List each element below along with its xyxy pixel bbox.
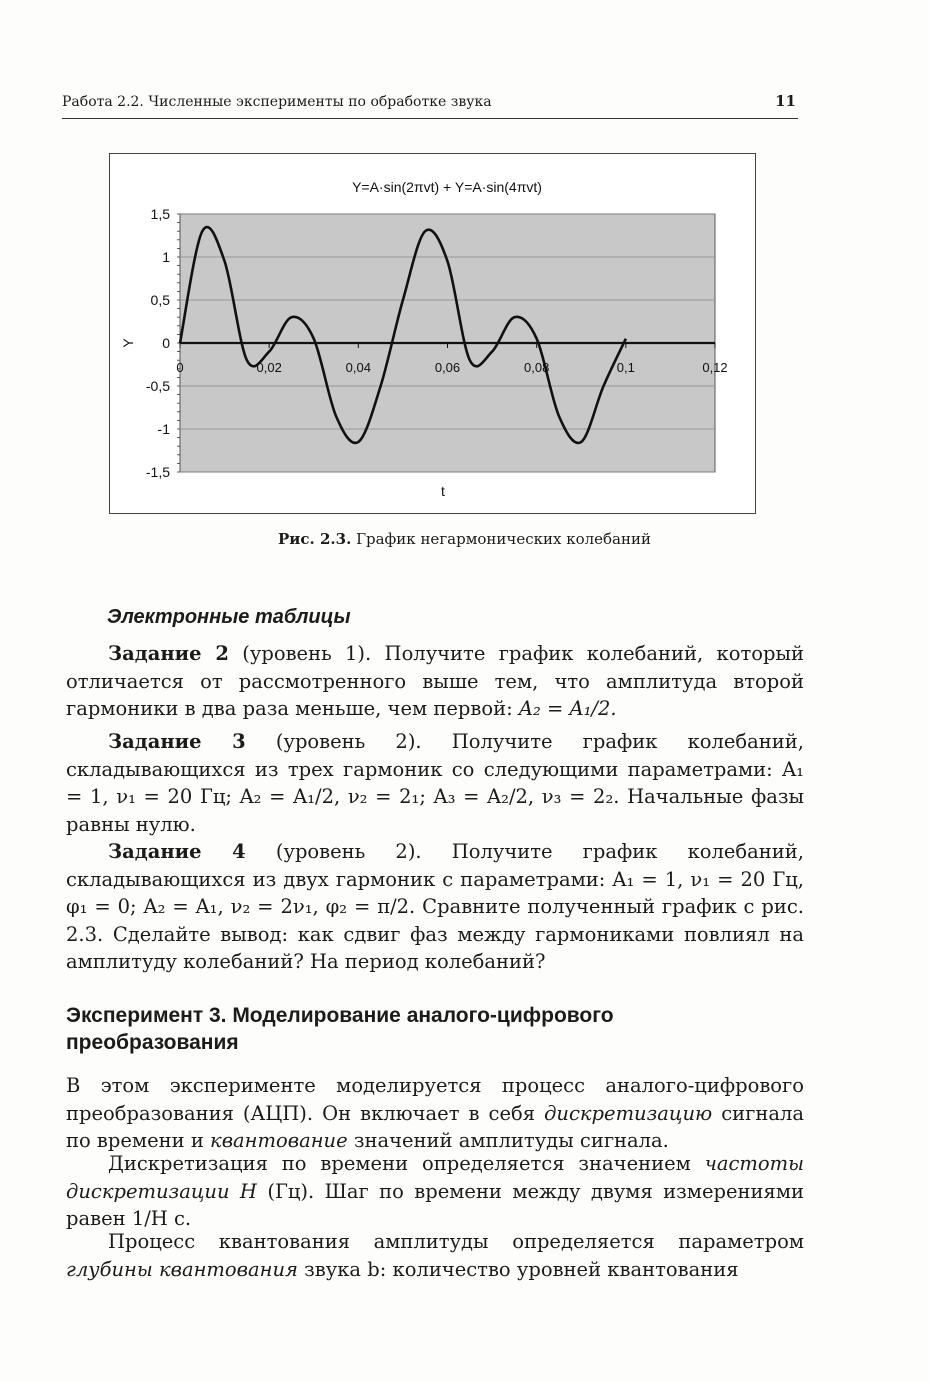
chart-title: Y=A·sin(2πvt) + Y=A·sin(4πvt) (352, 179, 542, 195)
figure-caption (0, 530, 929, 548)
x-tick-label: 0,08 (524, 360, 550, 375)
y-tick-label: 0 (162, 335, 170, 351)
task-3-tail: Начальные фазы равны нулю. (66, 785, 804, 836)
exp-p2-em: частоты дискретизации H (66, 1152, 804, 1203)
y-tick-label: 1,5 (150, 206, 170, 222)
task-4-formula: A₁ = 1, ν₁ = 20 Гц, φ₁ = 0; A₂ = A₁, ν₂ = 2ν₁, φ₂ = π/2. (66, 867, 804, 918)
exp-p1-c: значений амплитуды сигнала. (347, 1129, 669, 1152)
task-3-formula: A₁ = 1, ν₁ = 20 Гц; A₂ = A₁/2, ν₂ = 2₁; A₃ = A₂/2, ν₃ = 2₂. (66, 757, 804, 808)
x-tick-label: 0,04 (345, 360, 371, 375)
y-tick-label: -1,5 (145, 464, 170, 480)
page-number: 11 (775, 92, 796, 110)
y-tick-label: -0,5 (145, 378, 170, 394)
exp-p3-a: Процесс квантования амплитуды определяется параметром (108, 1230, 804, 1253)
task-3-label: Задание 3 (108, 730, 246, 753)
section-heading-spreadsheets: Электронные таблицы (107, 606, 351, 628)
task-2-text: (уровень 1). Получите график колебаний, который отличается от рассмотренного выше тем, что амплитуда второй гармоники в два раза меньше, чем первой: (66, 642, 804, 720)
task-4-paragraph (66, 838, 804, 976)
x-tick-label: 0,02 (256, 360, 282, 375)
exp-p1-em1: дискретизацию (544, 1101, 713, 1125)
task-2-formula: A₂ = A₁/2. (518, 697, 617, 720)
task-4-label: Задание 4 (108, 840, 246, 863)
running-head-title: Работа 2.2. Численные эксперименты по обработке звука (62, 94, 492, 110)
exp-p2-b: (Гц). Шаг по времени между двумя измерениями равен 1/H с. (66, 1179, 804, 1230)
section-heading-experiment: Эксперимент 3. Моделирование аналого-цифрового преобразования (66, 1004, 614, 1054)
exp-p1-b: сигнала по времени и (66, 1101, 805, 1152)
exp-p2-a: Дискретизация по времени определяется значением (108, 1152, 705, 1175)
caption-text: График негармонических колебаний (351, 530, 651, 548)
caption-label: Рис. 2.3. (278, 530, 352, 548)
exp-p1-a: В этом эксперименте моделируется процесс аналого-цифрового преобразования (АЦП). Он включает в себя (66, 1074, 804, 1125)
y-axis-label: Y (120, 338, 136, 348)
task-4-text: (уровень 2). Получите график колебаний, складывающихся из двух гармоник с параметрами: (66, 840, 804, 891)
experiment-paragraph-3 (66, 1228, 804, 1283)
task-2-paragraph (66, 640, 804, 723)
exp-p3-em: глубины квантования (66, 1257, 298, 1281)
exp-p1-em2: квантование (210, 1129, 348, 1152)
exp-p3-b: звука b: количество уровней квантования (297, 1257, 739, 1281)
figure-chart (109, 153, 756, 514)
task-3-text: (уровень 2). Получите график колебаний, складывающихся из трех гармоник со следующими параметрами: (66, 730, 804, 781)
chart-svg (110, 154, 755, 513)
task-4-tail: Сравните полученный график с рис. 2.3. Сделайте вывод: как сдвиг фаз между гармониками повлиял на амплитуду колебаний? На период колебаний? (66, 895, 804, 973)
task-3-paragraph (66, 728, 804, 838)
x-tick-label: 0,12 (702, 360, 728, 375)
x-tick-label: 0,1 (616, 360, 635, 375)
running-head (62, 92, 798, 119)
x-axis-label: t (441, 483, 445, 499)
experiment-paragraph-1 (66, 1072, 804, 1155)
y-tick-label: 1 (162, 249, 170, 265)
x-tick-label: 0 (176, 360, 184, 375)
y-tick-label: -1 (157, 421, 170, 437)
y-tick-label: 0,5 (150, 292, 170, 308)
task-2-label: Задание 2 (108, 642, 229, 665)
experiment-paragraph-2 (66, 1150, 804, 1233)
x-tick-label: 0,06 (434, 360, 461, 375)
